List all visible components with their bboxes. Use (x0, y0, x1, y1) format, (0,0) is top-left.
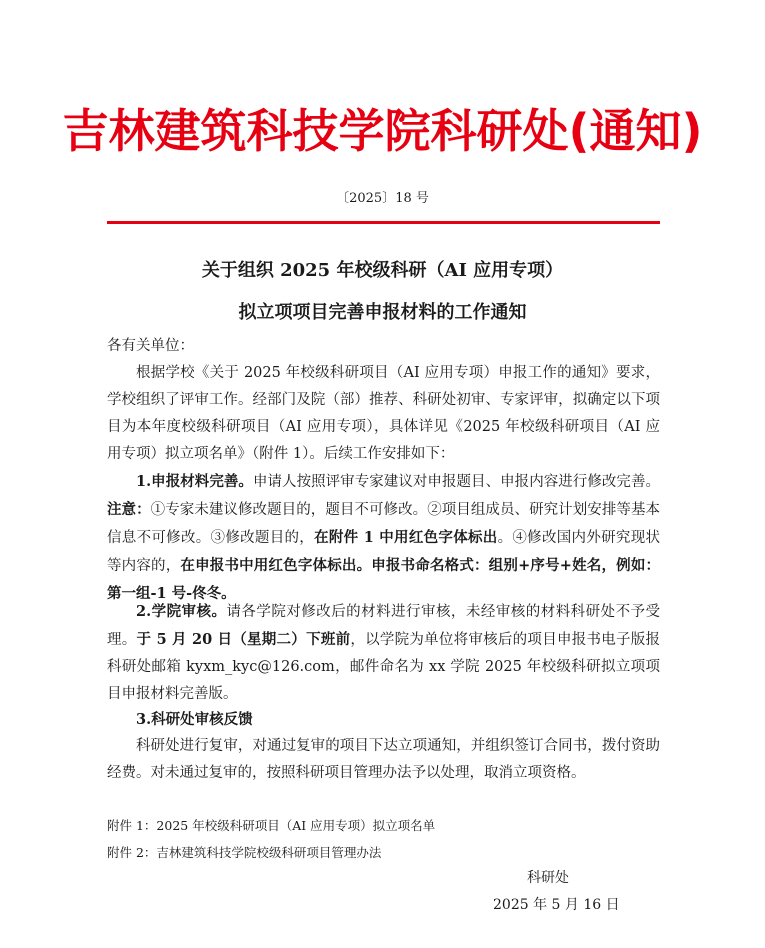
signature-org: 科研处 (527, 870, 569, 886)
item-1-paragraph (107, 468, 660, 608)
item-3-paragraph: 科研处进行复审，对通过复审的项目下达立项通知，并组织签订合同书，拨付资助经费。对未通过复审的，按照科研项目管理办法予以处理，取消立项资格。 (107, 738, 660, 781)
item-1-note-label: 注意： (107, 501, 151, 518)
item-1-heading: 1.申报材料完善。 (136, 473, 253, 490)
item-1-text-3: 。④修改国内外研究现状等内容的， (107, 530, 660, 574)
item-1-bold-2: 在申报书中用红色字体标出。申报书命名格式：组别+序号+姓名，例如：第一组-1 号-佟冬。 (107, 557, 660, 602)
notice-title-line-2: 拟立项项目完善申报材料的工作通知 (238, 302, 527, 323)
intro-paragraph: 根据学校《关于 2025 年校级科研项目（AI 应用专项）申报工作的通知》要求，学校组织了评审工作。经部门及院（部）推荐、科研处初审、专家评审，拟确定以下项目为本年度校级科研项目（AI 应用专项），具体详见《2025 年校级科研项目（AI 应用专项）拟立项名单》（附件 1）。后续工作安排如下： (107, 365, 660, 462)
document-number: 〔2025〕18 号 (336, 191, 429, 206)
signature-date: 2025 年 5 月 16 日 (493, 897, 620, 913)
item-1-text-1: 申请人按照评审专家建议对申报题目、申报内容进行修改完善。 (252, 474, 660, 490)
salutation: 各有关单位： (107, 338, 194, 354)
item-3-heading-line (107, 706, 660, 734)
attachment-1: 附件 1：2025 年校级科研项目（AI 应用专项）拟立项名单 (107, 818, 436, 833)
item-2-text-2: ，以学院为单位将审核后的项目申报书电子版报科研处邮箱 kyxm_kyc@126.com，邮件命名为 xx 学院 2025 年校级科研拟立项项目申报材料完善版。 (107, 632, 660, 702)
item-2-bold-1: 于 5 月 20 日（星期二）下班前 (136, 631, 351, 648)
header-title: 吉林建筑科技学院科研处(通知) (62, 104, 703, 158)
item-2-text-1: 请各学院对修改后的材料进行审核，未经审核的材料科研处不予受理。 (107, 604, 660, 648)
item-1-bold-1: 在附件 1 中用红色字体标出 (314, 529, 498, 546)
notice-title-line-1: 关于组织 2025 年校级科研（AI 应用专项） (201, 260, 564, 281)
attachment-2: 附件 2：吉林建筑科技学院校级科研项目管理办法 (107, 845, 382, 860)
item-2-paragraph (107, 598, 660, 708)
item-1-text-2: ①专家未建议修改题目的，题目不可修改。②项目组成员、研究计划安排等基本信息不可修改。③修改题目的， (107, 502, 661, 546)
item-3-heading: 3.科研处审核反馈 (136, 711, 253, 728)
item-2-heading: 2.学院审核。 (136, 603, 227, 620)
red-divider (107, 221, 660, 224)
